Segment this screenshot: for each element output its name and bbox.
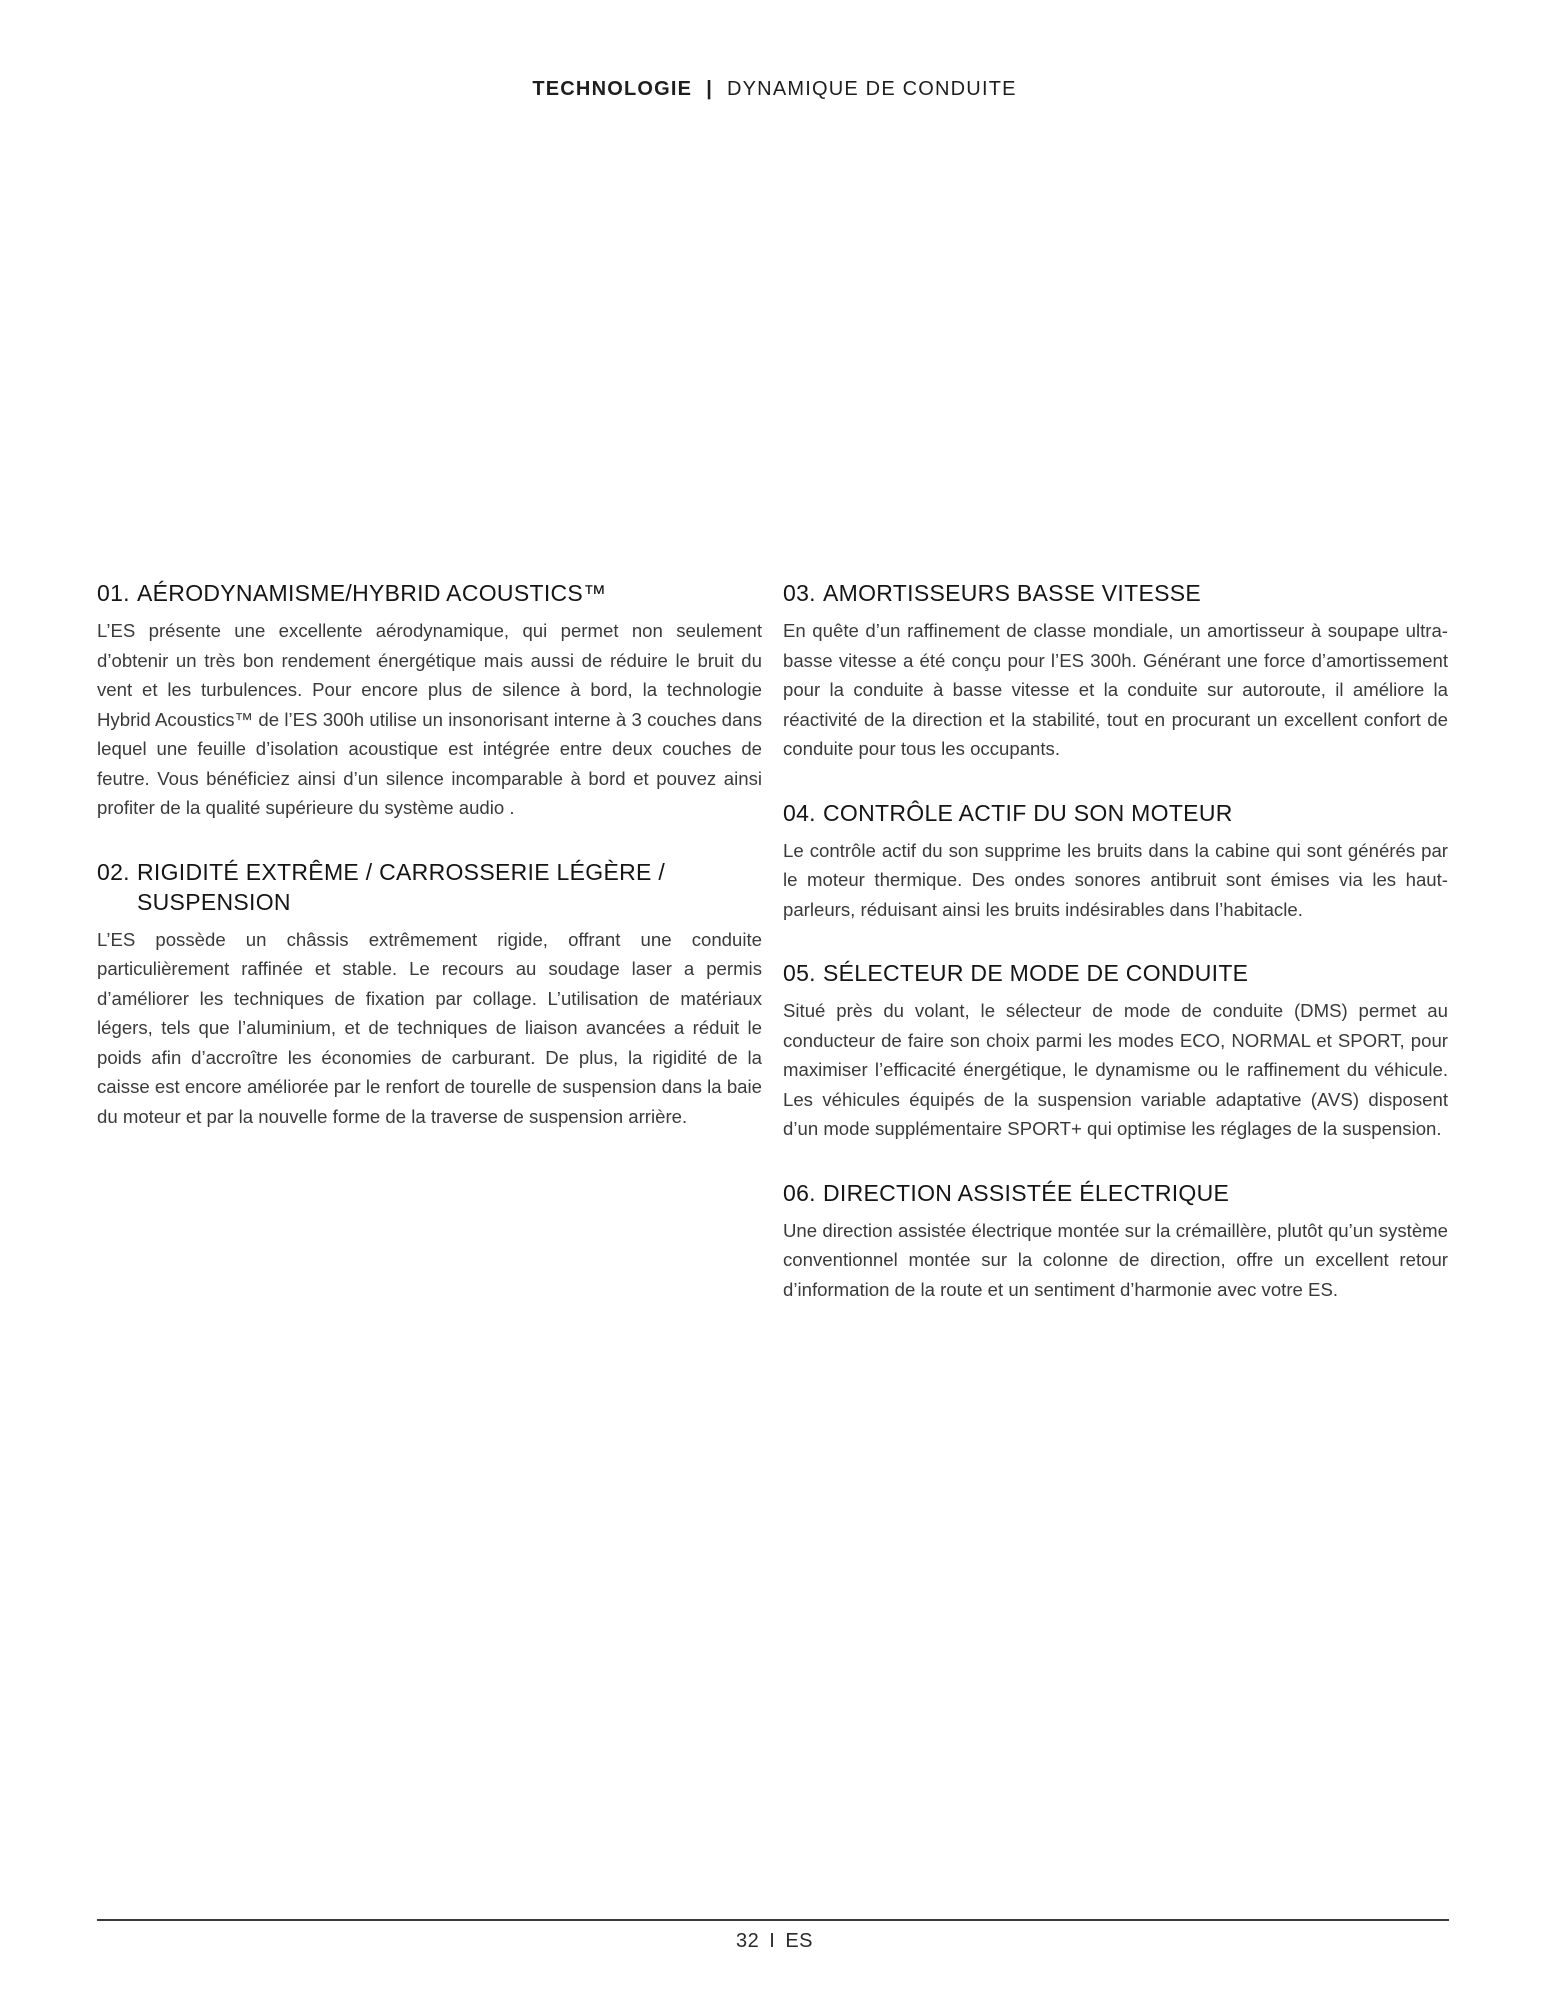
section-number: 06. — [783, 1179, 816, 1206]
section-low-speed-dampers — [783, 578, 1448, 764]
section-title: CONTRÔLE ACTIF DU SON MOTEUR — [823, 799, 1233, 826]
page-header — [0, 78, 1549, 101]
section-body: Situé près du volant, le sélecteur de mode de conduite (DMS) permet au conducteur de faire son choix parmi les modes ECO, NORMAL et SPORT, pour maximiser l’efficacité énergétique, le dynamisme ou le raffinement du véhicule. Les véhicules équipés de la suspension variable adaptative (AVS) disposent d’un mode supplémentaire SPORT+ qui optimise les réglages de la suspension. — [783, 1000, 1448, 1139]
section-number: 03. — [783, 580, 816, 606]
footer-separator: I — [769, 1930, 776, 1952]
section-heading — [97, 578, 762, 608]
section-body: L’ES présente une excellente aérodynamique, qui permet non seulement d’obtenir un très bon rendement énergétique mais aussi de réduire le bruit du vent et les turbulences. Pour encore plus de silence à bord, la technologie Hybrid Acoustics™ de l’ES 300h utilise un insonorisant interne à 3 couches dans lequel une feuille d’isolation acoustique est intégrée entre deux couches de feutre. Vous bénéficiez ainsi d’un silence incomparable à bord et pouvez ainsi profiter de la qualité supérieure du système audio . — [97, 620, 762, 818]
section-rigidity — [97, 857, 762, 1132]
section-title: RIGIDITÉ EXTRÊME / CARROSSERIE LÉGÈRE / SUSPENSION — [137, 858, 666, 915]
section-number: 05. — [783, 960, 816, 986]
section-heading — [783, 958, 1448, 988]
section-number: 02. — [97, 858, 130, 885]
left-column — [97, 578, 762, 1165]
section-heading — [783, 1178, 1448, 1208]
section-number: 01. — [97, 580, 130, 606]
section-heading — [783, 578, 1448, 608]
page-footer — [0, 1930, 1549, 1953]
section-aerodynamics — [97, 578, 762, 823]
section-heading — [97, 857, 762, 917]
footer-divider — [97, 1919, 1449, 1921]
header-section: TECHNOLOGIE — [532, 78, 693, 100]
section-heading — [783, 798, 1448, 828]
section-drive-mode-select — [783, 958, 1448, 1144]
section-title: AÉRODYNAMISME/HYBRID ACOUSTICS™ — [137, 580, 607, 606]
section-body: En quête d’un raffinement de classe mondiale, un amortisseur à soupape ultra-basse vitesse a été conçu pour l’ES 300h. Générant une force d’amortissement pour la conduite à basse vitesse et la conduite sur autoroute, il améliore la réactivité de la direction et la stabilité, tout en procurant un excellent confort de conduite pour tous les occupants. — [783, 620, 1448, 759]
section-electric-steering — [783, 1178, 1448, 1305]
section-title: SÉLECTEUR DE MODE DE CONDUITE — [823, 960, 1249, 986]
right-column — [783, 578, 1448, 1338]
section-number: 04. — [783, 799, 816, 826]
section-title: DIRECTION ASSISTÉE ÉLECTRIQUE — [823, 1179, 1230, 1206]
section-body: L’ES possède un châssis extrêmement rigide, offrant une conduite particulièrement raffinée et stable. Le recours au soudage laser a permis d’améliorer les techniques de fixation par collage. L’utilisation de matériaux légers, tels que l’aluminium, et de techniques de liaison avancées a réduit le poids afin d’accroître les économies de carburant. De plus, la rigidité de la caisse est encore améliorée par le renfort de tourelle de suspension dans la baie du moteur et par la nouvelle forme de la traverse de suspension arrière. — [97, 928, 762, 1127]
footer-model: ES — [785, 1930, 813, 1952]
section-active-sound-control — [783, 798, 1448, 925]
section-body: Une direction assistée électrique montée sur la crémaillère, plutôt qu’un système conventionnel montée sur la colonne de direction, offre un excellent retour d’information de la route et un sentiment d’harmonie avec votre ES. — [783, 1219, 1448, 1300]
page-number: 32 — [736, 1930, 760, 1952]
section-title: AMORTISSEURS BASSE VITESSE — [823, 580, 1202, 606]
section-body: Le contrôle actif du son supprime les bruits dans la cabine qui sont générés par le moteur thermique. Des ondes sonores antibruit sont émises via les haut-parleurs, réduisant ainsi les bruits indésirables dans l’habitacle. — [783, 839, 1448, 920]
header-subsection: DYNAMIQUE DE CONDUITE — [727, 78, 1017, 100]
header-separator: | — [706, 78, 713, 100]
